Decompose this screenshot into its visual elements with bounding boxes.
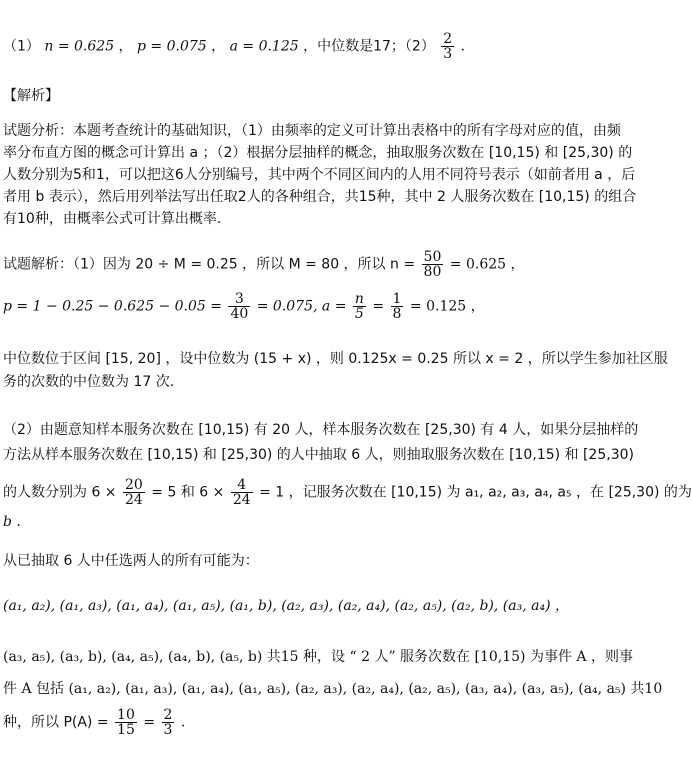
solution-combinations-1: (a₁, a₂), (a₁, a₃), (a₁, a₄), (a₁, a₅), (a₁, b), (a₂, a₃), (a₂, a₄), (a₂, a₅), (a₂, b), (a₃, a₄) ，	[3, 598, 569, 614]
solution-fraction-1-8: $\frac{1}{8}$	[392, 291, 402, 322]
solution-line-8: b .	[3, 514, 21, 530]
solution-fraction-20-24: $\frac{20}{24}$	[125, 477, 143, 508]
solution-fraction-10-15: $\frac{10}{15}$	[117, 707, 135, 738]
analysis-line-3: 人数分别为5和1，可以把这6人分别编号，其中两个不同区间内的人用不同符号表示（如前者用 a ，后	[3, 167, 636, 183]
solution-fraction-n-5: $\frac{n}{5}$	[354, 291, 364, 322]
solution-probability-line: 种，所以 P(A) = $\frac{10}{15}$ = $\frac{2}{3}$ .	[3, 707, 186, 738]
solution-combinations-3: 件 A 包括 (a₁, a₂), (a₁, a₃), (a₁, a₄), (a₁, a₅), (a₂, a₃), (a₂, a₄), (a₂, a₅), (a₃, a₄), (a₃, a₅), (a₄, a₅) 共10	[3, 681, 663, 697]
solution-line-6: 方法从样本服务次数在 [10,15) 和 [25,30) 的人中抽取 6 人，则抽取服务次数在 [10,15) 和 [25,30)	[3, 447, 634, 463]
solution-line-4: 务的次数的中位数为 17 次.	[3, 374, 175, 390]
solution-line-1: 试题解析：（1）因为 20 ÷ M = 0.25 ，所以 M = 80 ，所以 n = $\frac{50}{80}$ = 0.625 ，	[3, 249, 525, 280]
solution-line-5: （2）由题意知样本服务次数在 [10,15) 有 20 人，样本服务次数在 [25,30) 有 4 人，如果分层抽样的	[3, 422, 639, 438]
solution-combinations-2: (a₃, a₅), (a₃, b), (a₄, a₅), (a₄, b), (a₅, b) 共15 种，设 “ 2 人” 服务次数在 [10,15) 为事件 A ，则事	[3, 649, 633, 665]
analysis-line-5: 有10种，由概率公式可计算出概率.	[3, 211, 222, 227]
answer-median: ，中位数是17；（2）	[303, 38, 435, 55]
solution-line-7: 的人数分别为 6 × $\frac{20}{24}$ = 5 和 6 × $\frac{4}{24}$ = 1 ，记服务次数在 [10,15) 为 a₁, a₂, a₃, a₄, a₅ ，在 [25,30) 的为	[3, 477, 692, 508]
answer-fraction: $\frac{2}{3}$	[443, 31, 453, 62]
answer-part1-label: （1）	[3, 38, 40, 55]
answer-n: n = 0.625	[44, 38, 115, 55]
answer-p: p = 0.075	[137, 38, 207, 55]
solution-line-9: 从已抽取 6 人中任选两人的所有可能为：	[3, 553, 259, 569]
solution-fraction-4-24: $\frac{4}{24}$	[232, 477, 251, 508]
analysis-header: 【解析】	[3, 88, 59, 104]
analysis-line-4: 者用 b 表示），然后用列举法写出任取2人的各种组合，共15种，其中 2 人服务次数在 [10,15) 的组合	[3, 189, 637, 205]
solution-line-3: 中位数位于区间 [15, 20] ，设中位数为 (15 + x) ，则 0.125x = 0.25 所以 x = 2 ，所以学生参加社区服	[3, 351, 668, 367]
solution-fraction-2-3: $\frac{2}{3}$	[163, 707, 173, 738]
solution-fraction-50-80: $\frac{50}{80}$	[423, 249, 442, 280]
analysis-line-1: 试题分析：本题考查统计的基础知识，（1）由频率的定义可计算出表格中的所有字母对应的值，由频	[3, 123, 621, 139]
analysis-line-2: 率分布直方图的概念可计算出 a ；（2）根据分层抽样的概念，抽取服务次数在 [10,15) 和 [25,30) 的	[3, 145, 633, 161]
solution-fraction-3-40: $\frac{3}{40}$	[230, 291, 249, 322]
answer-line: （1） n = 0.625 ， p = 0.075 ， a = 0.125 ，中位数是17；（2） $\frac{2}{3}$ .	[3, 31, 466, 62]
answer-a: a = 0.125	[229, 38, 299, 55]
solution-line-2: p = 1 − 0.25 − 0.625 − 0.05 = $\frac{3}{40}$ = 0.075, a = $\frac{n}{5}$ = $\frac{1}{8}$ = 0.125 ，	[3, 291, 485, 322]
